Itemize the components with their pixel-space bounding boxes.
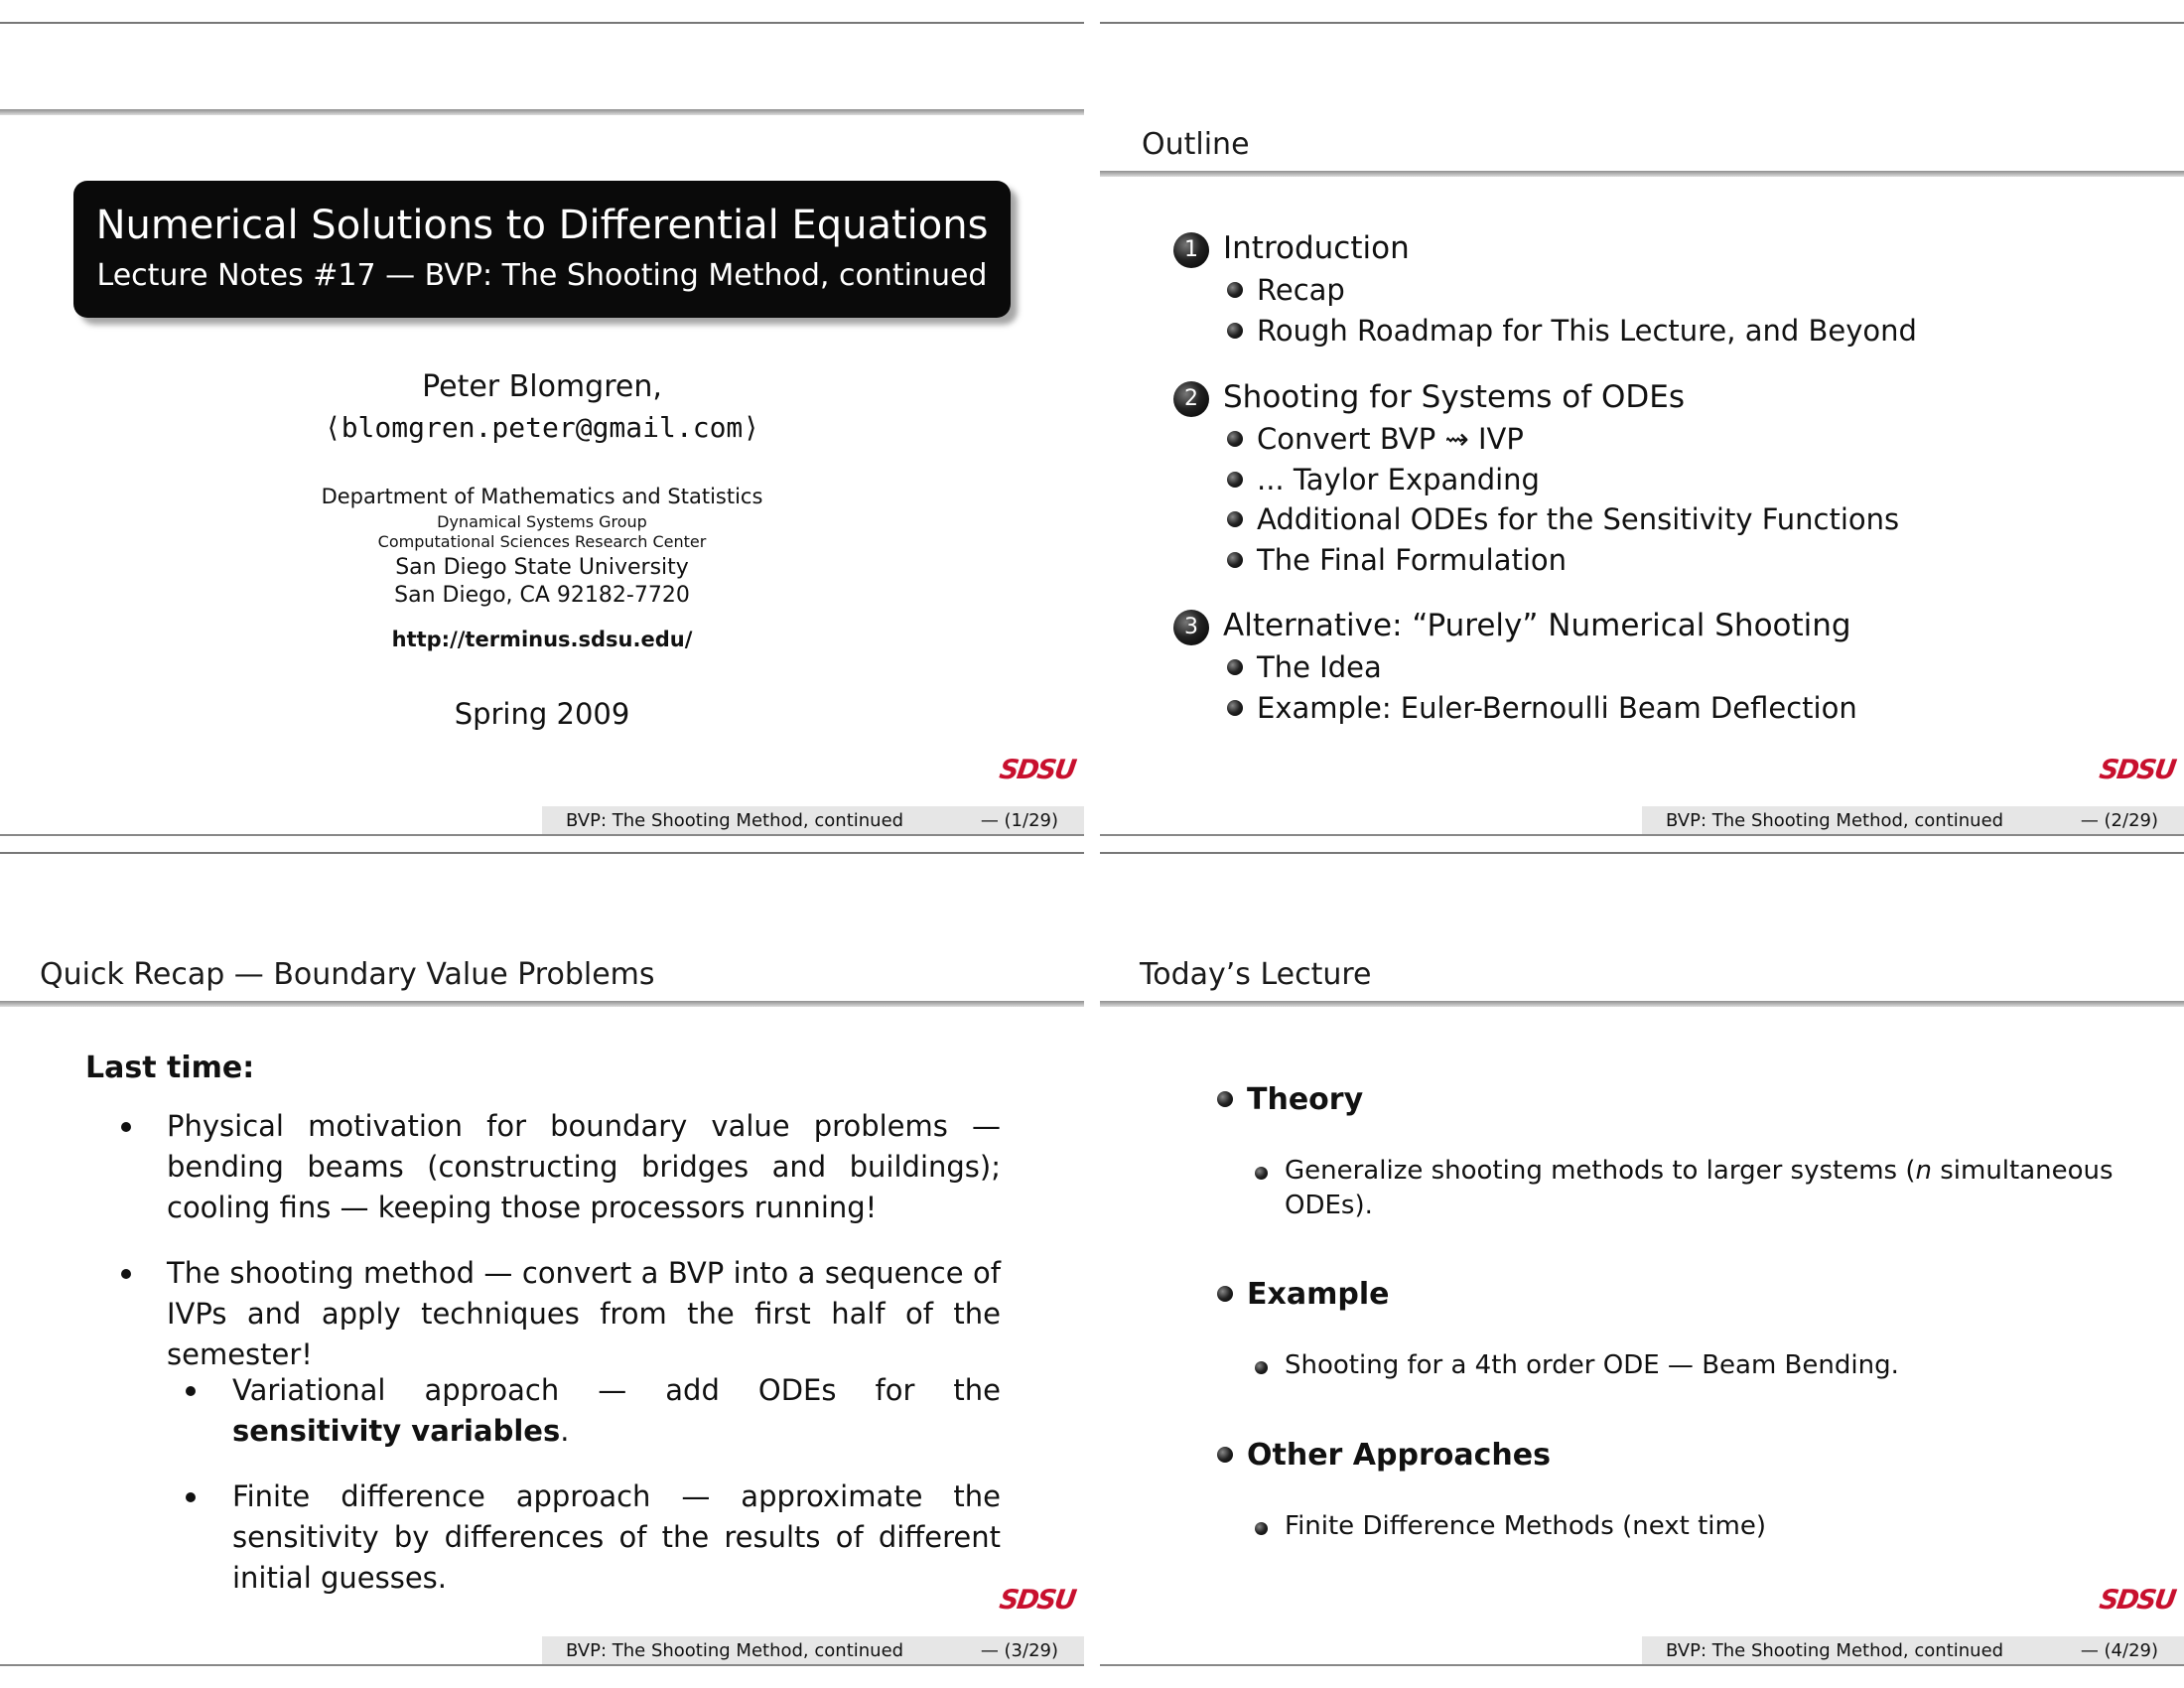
section-number-badge: 3 [1173, 610, 1209, 645]
footer-title: BVP: The Shooting Method, continued [1666, 1640, 2004, 1661]
bullet-icon [121, 1269, 131, 1279]
other-approaches-item [1285, 1509, 2118, 1544]
outline-subsection[interactable] [1227, 691, 1857, 725]
lead-heading: Last time: [85, 1051, 255, 1085]
section-number-badge: 2 [1173, 381, 1209, 417]
bold-term: sensitivity variables [232, 1414, 561, 1448]
heading-label: Other Approaches [1247, 1438, 1551, 1473]
outline-subsection[interactable] [1227, 273, 1345, 307]
recap-bullet-physical: Physical motivation for boundary value problems — bending beams (constructing bridges and buildings); cooling fins — keeping those processors running! [167, 1109, 1001, 1224]
website-link[interactable]: http://terminus.sdsu.edu/ [391, 628, 693, 651]
bullet-icon [1227, 552, 1243, 568]
author-email: ⟨blomgren.peter@gmail.com⟩ [324, 411, 760, 444]
text-run: . [560, 1414, 570, 1448]
frame-title: Quick Recap — Boundary Value Problems [40, 957, 655, 992]
footer-bar [1642, 1636, 2184, 1666]
bullet-icon [1255, 1361, 1268, 1374]
page-number: — (2/29) [2080, 810, 2158, 831]
university: San Diego State University [395, 555, 689, 580]
city-address: San Diego, CA 92182-7720 [394, 583, 690, 608]
slide-bottom-border [1100, 1664, 2184, 1666]
footer-bar [542, 806, 1084, 836]
recap-bullet-shooting: The shooting method — convert a BVP into a sequence of IVPs and apply techniques from the first half of the semester! [167, 1256, 1001, 1371]
term: Spring 2009 [454, 697, 630, 731]
slide-top-border [0, 22, 1084, 24]
research-center: Computational Sciences Research Center [377, 532, 707, 551]
footer-bar [542, 1636, 1084, 1666]
heading-label: Example [1247, 1277, 1390, 1312]
bullet-icon [1255, 1167, 1268, 1180]
bullet-icon [1227, 511, 1243, 527]
sdsu-logo: SDSU [997, 1585, 1077, 1616]
outline-subsection[interactable] [1227, 650, 1382, 684]
subsection-label: Recap [1257, 273, 1345, 307]
bullet-icon [186, 1386, 196, 1396]
page-number: — (4/29) [2080, 1640, 2158, 1661]
presentation-subtitle: Lecture Notes #17 — BVP: The Shooting Method, continued [96, 258, 988, 293]
slide-1-title [0, 22, 1084, 836]
topic-heading-example [1217, 1277, 1389, 1312]
slide-bottom-border [0, 1664, 1084, 1666]
text-run: simultaneous ODEs). [1285, 1156, 2114, 1220]
recap-subbullet-finite-difference: Finite difference approach — approximate the sensitivity by differences of the results of different initial guesses. [232, 1479, 1001, 1595]
department: Department of Mathematics and Statistics [321, 485, 763, 508]
footer-title: BVP: The Shooting Method, continued [566, 1640, 904, 1661]
author-name: Peter Blomgren, [422, 369, 662, 404]
bullet-icon [121, 1122, 131, 1132]
heading-label: Theory [1247, 1082, 1364, 1117]
slide-top-border [1100, 852, 2184, 854]
footer-bar [1642, 806, 2184, 836]
math-variable: n [1915, 1156, 1932, 1186]
slide-3-recap [0, 852, 1084, 1666]
outline-section[interactable] [1173, 230, 1410, 268]
presentation-title: Numerical Solutions to Differential Equations [95, 203, 989, 248]
bullet-icon [1227, 282, 1243, 298]
title-rule [0, 1001, 1084, 1007]
recap-subbullet-variational [232, 1370, 1001, 1452]
slide-bottom-border [1100, 834, 2184, 836]
bullet-icon [1255, 1522, 1268, 1535]
text-run: Shooting for a 4th order ODE — Beam Bending. [1285, 1350, 1899, 1380]
text-run: Finite Difference Methods (next time) [1285, 1511, 1766, 1541]
outline-subsection[interactable] [1227, 502, 1899, 536]
topic-heading-theory [1217, 1082, 1363, 1117]
page-number: — (1/29) [980, 810, 1058, 831]
outline-subsection[interactable] [1227, 422, 1524, 456]
text-run: Variational approach — add ODEs for the [232, 1373, 1001, 1407]
bullet-icon [1217, 1286, 1233, 1302]
slide-top-border [0, 852, 1084, 854]
slide-bottom-border [0, 834, 1084, 836]
subsection-label: The Final Formulation [1257, 543, 1568, 577]
title-rule [1100, 171, 2184, 177]
slide-4-todays-lecture [1100, 852, 2184, 1666]
outline-section[interactable] [1173, 608, 1851, 645]
footer-title: BVP: The Shooting Method, continued [566, 810, 904, 831]
section-label: Introduction [1223, 230, 1410, 266]
subsection-label: The Idea [1257, 650, 1382, 684]
subsection-label: ... Taylor Expanding [1257, 463, 1540, 496]
sdsu-logo: SDSU [2097, 1585, 2177, 1616]
title-rule [1100, 1001, 2184, 1007]
subsection-label: Convert BVP ⇝ IVP [1257, 422, 1524, 456]
page-number: — (3/29) [980, 1640, 1058, 1661]
outline-subsection[interactable] [1227, 543, 1567, 577]
example-item [1285, 1348, 2118, 1383]
section-label: Alternative: “Purely” Numerical Shooting [1223, 608, 1851, 643]
outline-subsection[interactable] [1227, 463, 1540, 496]
bullet-icon [1217, 1091, 1233, 1107]
title-rule [0, 109, 1084, 115]
section-number-badge: 1 [1173, 232, 1209, 268]
bullet-icon [1227, 700, 1243, 716]
section-label: Shooting for Systems of ODEs [1223, 379, 1686, 415]
bullet-icon [1227, 472, 1243, 488]
bullet-icon [1227, 323, 1243, 339]
bullet-icon [1227, 659, 1243, 675]
sdsu-logo: SDSU [997, 755, 1077, 785]
title-box [73, 181, 1011, 318]
bullet-icon [186, 1492, 196, 1502]
theory-item [1285, 1154, 2118, 1223]
frame-title: Today’s Lecture [1140, 957, 1372, 992]
bullet-icon [1217, 1447, 1233, 1463]
outline-subsection[interactable] [1227, 314, 1917, 348]
sdsu-logo: SDSU [2097, 755, 2177, 785]
topic-heading-other-approaches [1217, 1438, 1551, 1473]
slide-top-border [1100, 22, 2184, 24]
slide-2-outline [1100, 22, 2184, 836]
outline-section[interactable] [1173, 379, 1685, 417]
bullet-icon [1227, 431, 1243, 447]
text-run: Generalize shooting methods to larger systems ( [1285, 1156, 1916, 1186]
subsection-label: Rough Roadmap for This Lecture, and Beyond [1257, 314, 1917, 348]
research-group: Dynamical Systems Group [437, 512, 647, 531]
footer-title: BVP: The Shooting Method, continued [1666, 810, 2004, 831]
subsection-label: Additional ODEs for the Sensitivity Functions [1257, 502, 1900, 536]
subsection-label: Example: Euler-Bernoulli Beam Deflection [1257, 691, 1857, 725]
frame-title: Outline [1142, 127, 1250, 162]
